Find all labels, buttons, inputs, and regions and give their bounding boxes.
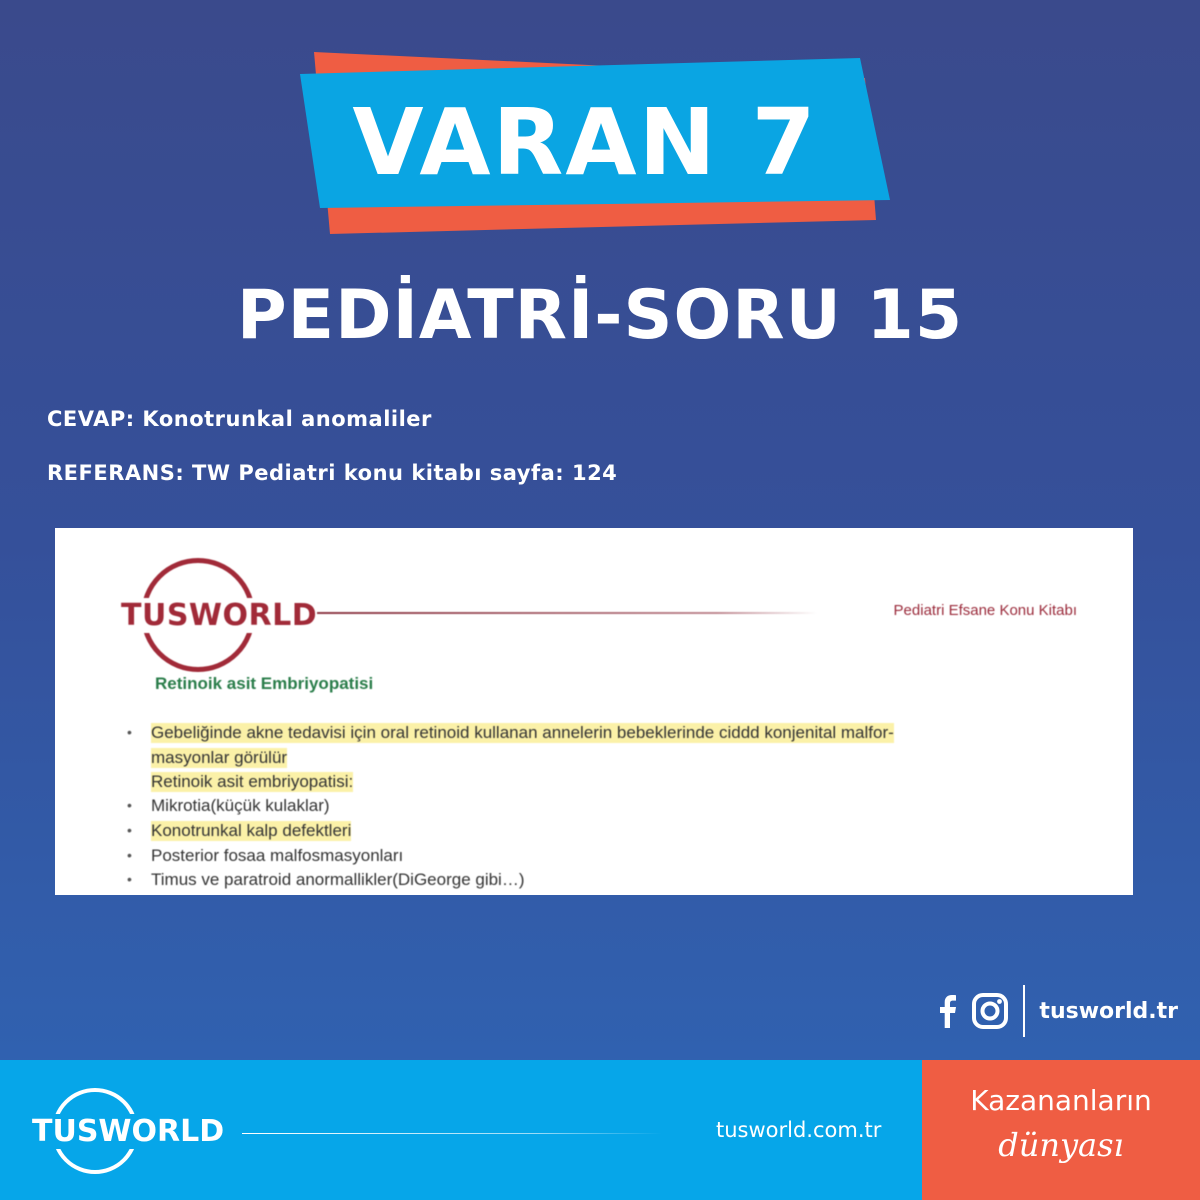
- answer-text: CEVAP: Konotrunkal anomaliler: [47, 407, 432, 431]
- excerpt-line: Konotrunkal kalp defektleri: [151, 821, 352, 840]
- list-bullet: •: [127, 847, 132, 863]
- excerpt-heading: Retinoik asit Embriyopatisi: [155, 674, 374, 693]
- footer-divider-line: [242, 1133, 662, 1134]
- list-bullet: •: [127, 724, 132, 740]
- excerpt-logo-text: TUSWORLD: [121, 598, 318, 633]
- footer-bar: [0, 1060, 922, 1200]
- footer-logo-text: TUSWORLD: [32, 1114, 225, 1149]
- footer-website-link[interactable]: tusworld.com.tr: [716, 1118, 882, 1142]
- footer-slogan-panel: [922, 1060, 1200, 1200]
- list-bullet: •: [127, 797, 132, 813]
- social-links: [937, 985, 1178, 1037]
- banner-title: VARAN 7: [352, 88, 818, 196]
- instagram-icon[interactable]: [971, 992, 1009, 1030]
- facebook-icon[interactable]: [937, 994, 957, 1028]
- social-handle[interactable]: tusworld.tr: [1039, 998, 1178, 1024]
- social-divider: [1023, 985, 1025, 1037]
- page-title: PEDİATRİ-SORU 15: [236, 276, 964, 355]
- excerpt-line: masyonlar görülür: [151, 748, 288, 767]
- excerpt-line: Timus ve paratroid anormallikler(DiGeorge gibi…): [151, 870, 525, 889]
- reference-text: REFERANS: TW Pediatri konu kitabı sayfa: 124: [47, 461, 618, 485]
- list-bullet: •: [127, 822, 132, 838]
- list-bullet: •: [127, 871, 132, 887]
- excerpt-line: Posterior fosaa malfosmasyonları: [151, 846, 404, 865]
- book-excerpt-image: [55, 528, 1133, 895]
- excerpt-line: Retinoik asit embriyopatisi:: [151, 772, 354, 791]
- footer-logo[interactable]: [30, 1088, 240, 1178]
- excerpt-line: Gebeliğinde akne tedavisi için oral retinoid kullanan annelerin bebeklerinde ciddd konjenital malfor-: [151, 723, 894, 742]
- excerpt-book-title: Pediatri Efsane Konu Kitabı: [893, 602, 1077, 619]
- excerpt-header-line: [317, 612, 817, 614]
- slogan-line-1: Kazananların: [970, 1084, 1152, 1117]
- slogan-line-2: dünyası: [998, 1126, 1124, 1164]
- title-banner: [300, 48, 900, 248]
- excerpt-line: Mikrotia(küçük kulaklar): [151, 796, 330, 815]
